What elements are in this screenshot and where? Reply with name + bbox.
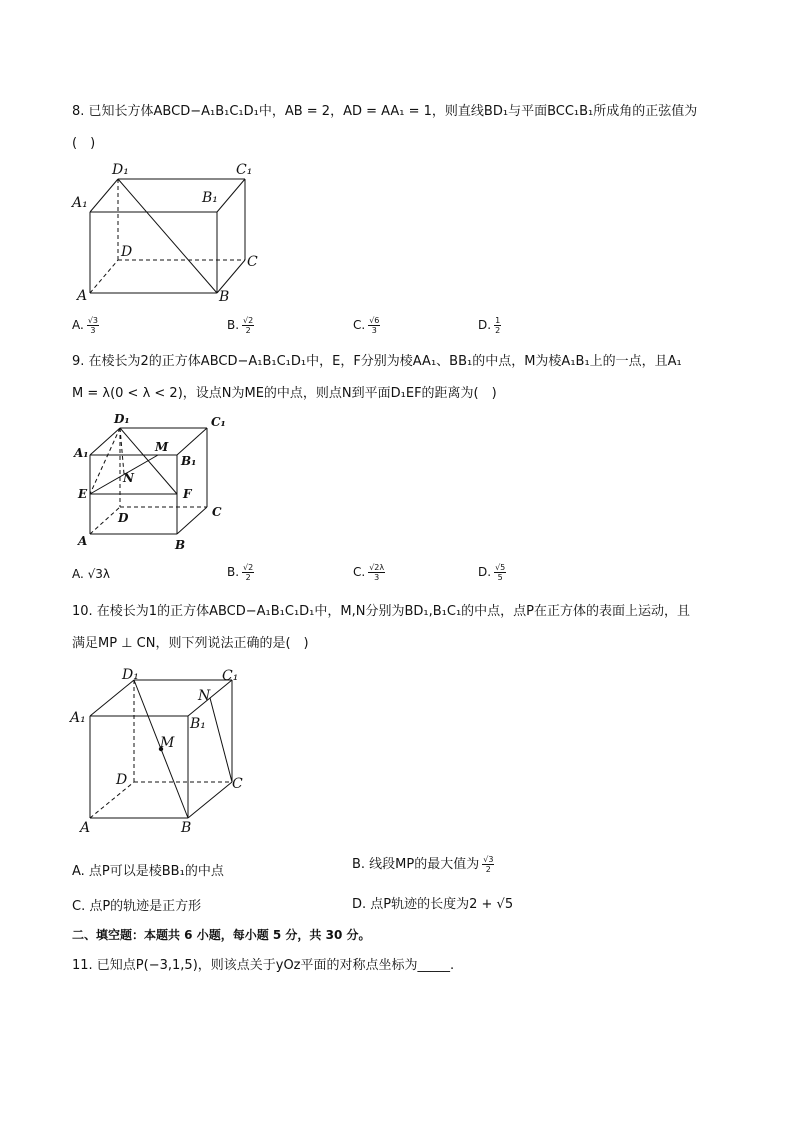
q9-label-F: F xyxy=(183,487,192,501)
q9-option-d[interactable]: D. $\frac{√5}{5}$ xyxy=(478,563,506,582)
q9-label-C1: C₁ xyxy=(211,415,226,429)
q10-stem-line1: 10. 在棱长为1的正方体ABCD−A₁B₁C₁D₁中，M,N分别为BD₁,B₁C₁的中点，点P在正方体的表面上运动，且 xyxy=(72,604,690,619)
q10-label-C1: C₁ xyxy=(222,668,239,684)
q9-stem-line1: 9. 在棱长为2的正方体ABCD−A₁B₁C₁D₁中，E，F分别为棱AA₁、BB₁的中点，M为棱A₁B₁上的一点，且A₁ xyxy=(72,354,682,369)
q10-label-D: D xyxy=(116,772,128,788)
q10-label-M: M xyxy=(160,735,175,751)
q9-label-A1: A₁ xyxy=(74,446,89,460)
q9-label-C: C xyxy=(212,505,222,519)
q10-label-C: C xyxy=(232,776,243,792)
q8-stem-line2: ( ) xyxy=(72,136,96,151)
q10-cube-figure xyxy=(68,660,258,840)
q9-label-D: D xyxy=(118,511,129,525)
q9-label-A: A xyxy=(78,534,88,548)
q8-label-D1: D₁ xyxy=(112,162,129,178)
q9-cube-figure xyxy=(70,408,240,556)
q8-label-C1: C₁ xyxy=(236,162,253,178)
q11-stem: 11. 已知点P(−3,1,5)，则该点关于yOz平面的对称点坐标为_____. xyxy=(72,958,455,973)
q10-label-B: B xyxy=(181,820,192,836)
q9-option-c[interactable]: C. $\frac{√2\lambda}{3}$ xyxy=(353,563,385,582)
q9-label-B1: B₁ xyxy=(181,454,197,468)
q10-option-a[interactable]: A. 点P可以是棱BB₁的中点 xyxy=(72,864,224,879)
section-heading-fill-in: 二、填空题：本题共 6 小题，每小题 5 分，共 30 分。 xyxy=(72,928,371,942)
q10-option-d[interactable]: D. 点P轨迹的长度为2 + √5 xyxy=(352,897,514,912)
q8-label-B: B xyxy=(219,289,230,304)
q10-label-N: N xyxy=(198,688,211,704)
q8-option-c[interactable]: C. $\frac{√6}{3}$ xyxy=(353,316,380,335)
q8-label-D: D xyxy=(121,244,133,260)
q10-option-b[interactable]: B. 线段MP的最大值为 $\frac{√3}{2}$ xyxy=(352,855,494,874)
q8-label-A1: A₁ xyxy=(72,195,88,211)
q9-option-b[interactable]: B. $\frac{√2}{2}$ xyxy=(227,563,254,582)
q9-option-a[interactable]: A. √3λ xyxy=(72,567,111,581)
q10-label-D1: D₁ xyxy=(122,667,139,683)
q10-label-A1: A₁ xyxy=(70,710,86,726)
q9-label-N: N xyxy=(123,471,134,485)
q8-stem-line1: 8. 已知长方体ABCD−A₁B₁C₁D₁中，AB = 2，AD = AA₁ = 1，则直线BD₁与平面BCC₁B₁所成角的正弦值为 xyxy=(72,104,698,119)
q10-option-c[interactable]: C. 点P的轨迹是正方形 xyxy=(72,899,202,914)
q8-label-A: A xyxy=(77,288,88,304)
q10-stem-line2: 满足MP ⊥ CN，则下列说法正确的是( ) xyxy=(72,636,309,651)
q8-option-b[interactable]: B. $\frac{√2}{2}$ xyxy=(227,316,254,335)
q9-stem-line2: M = λ(0 < λ < 2)，设点N为ME的中点，则点N到平面D₁EF的距离为( ) xyxy=(72,386,497,401)
q10-label-A: A xyxy=(80,820,91,836)
q9-label-B: B xyxy=(175,538,186,552)
q8-option-d[interactable]: D. $\frac{1}{2}$ xyxy=(478,316,501,335)
q8-option-a[interactable]: A. $\frac{√3}{3}$ xyxy=(72,316,98,335)
q8-cuboid-figure xyxy=(70,158,270,304)
q9-label-M: M xyxy=(155,440,169,454)
q10-label-B1: B₁ xyxy=(190,716,206,732)
q9-label-D1: D₁ xyxy=(114,412,130,426)
q8-label-C: C xyxy=(247,254,258,270)
q9-label-E: E xyxy=(78,487,88,501)
q8-label-B1: B₁ xyxy=(202,190,218,206)
